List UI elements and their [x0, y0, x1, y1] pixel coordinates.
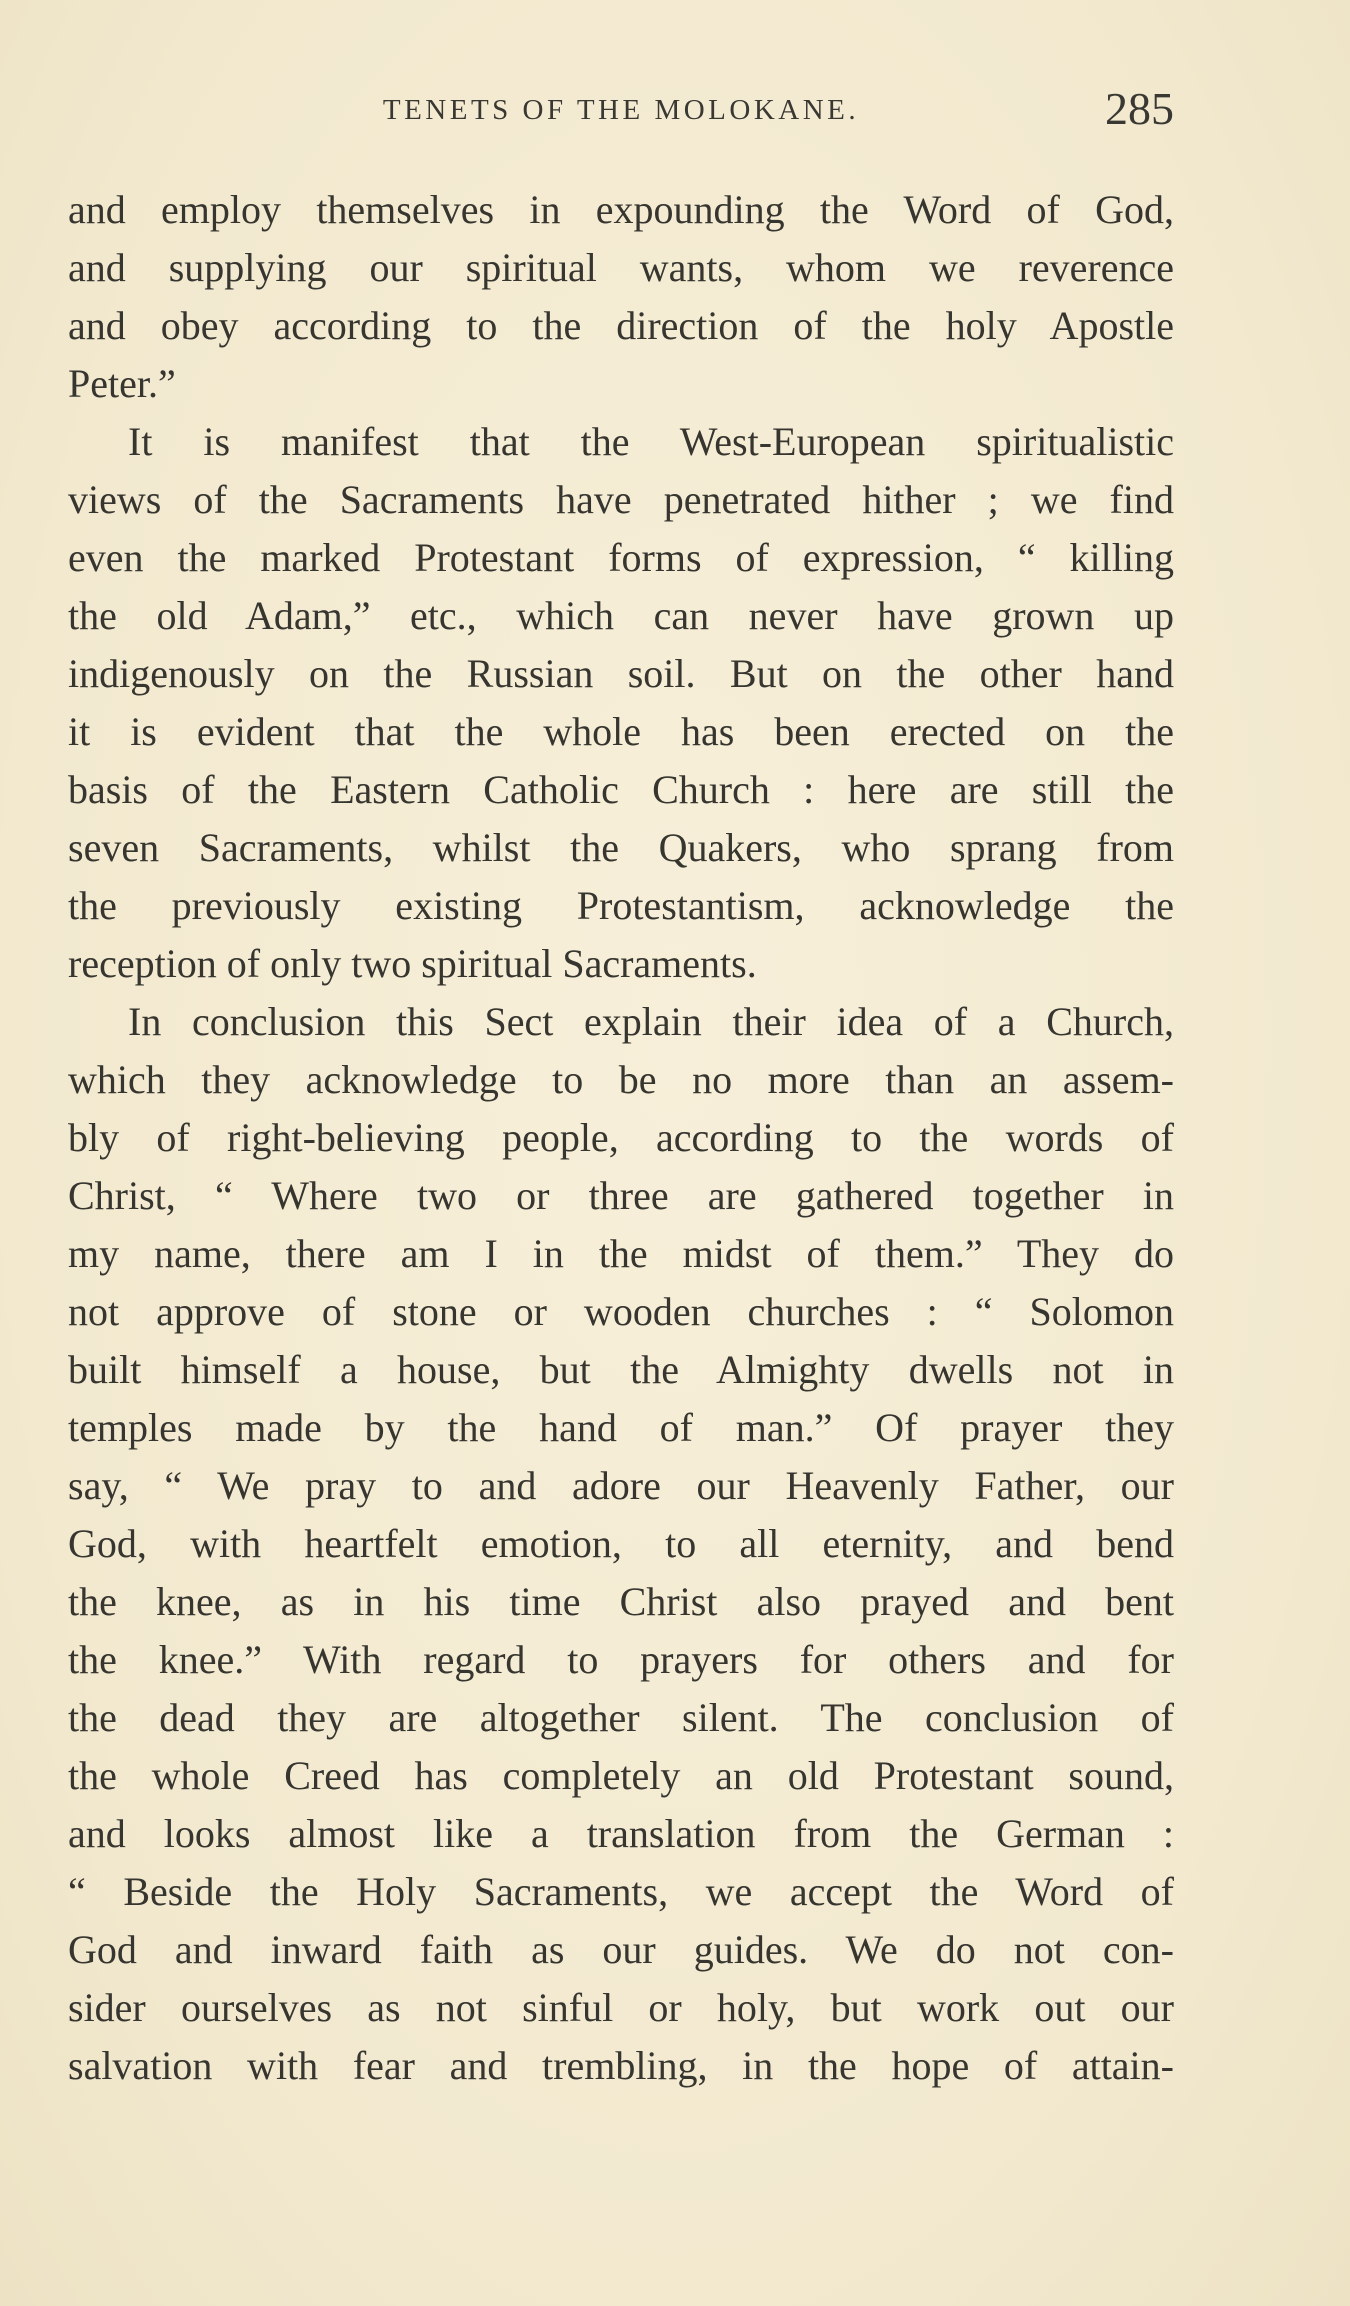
text-line: seven Sacraments, whilst the Quakers, who sprang from — [68, 825, 1174, 870]
running-head — [68, 82, 1174, 142]
text-line: views of the Sacraments have penetrated hither ; we find — [68, 477, 1174, 522]
text-line: “ Beside the Holy Sacraments, we accept the Word of — [68, 1869, 1174, 1914]
text-line: salvation with fear and trembling, in the hope of attain- — [68, 2043, 1174, 2088]
text-line: indigenously on the Russian soil. But on the other hand — [68, 651, 1174, 696]
text-line: the dead they are altogether silent. The conclusion of — [68, 1695, 1174, 1740]
text-line: and looks almost like a translation from the German : — [68, 1811, 1174, 1856]
text-line: it is evident that the whole has been erected on the — [68, 709, 1174, 754]
text-line: God and inward faith as our guides. We do not con- — [68, 1927, 1174, 1972]
text-line: bly of right-believing people, according to the words of — [68, 1115, 1174, 1160]
text-line: even the marked Protestant forms of expression, “ killing — [68, 535, 1174, 580]
text-line: my name, there am I in the midst of them.” They do — [68, 1231, 1174, 1276]
text-line: the old Adam,” etc., which can never have grown up — [68, 593, 1174, 638]
text-line: Christ, “ Where two or three are gathered together in — [68, 1173, 1174, 1218]
text-line: reception of only two spiritual Sacraments. — [68, 941, 757, 986]
text-line: Peter.” — [68, 361, 176, 406]
text-line: and employ themselves in expounding the Word of God, — [68, 187, 1174, 232]
text-line: which they acknowledge to be no more than an assem- — [68, 1057, 1174, 1102]
text-line: the whole Creed has completely an old Protestant sound, — [68, 1753, 1174, 1798]
page-number: 285 — [1105, 83, 1174, 134]
text-line: the knee.” With regard to prayers for others and for — [68, 1637, 1174, 1682]
text-line: basis of the Eastern Catholic Church : here are still the — [68, 767, 1174, 812]
text-line: temples made by the hand of man.” Of prayer they — [68, 1405, 1174, 1450]
text-line: not approve of stone or wooden churches : “ Solomon — [68, 1289, 1174, 1334]
body-text — [68, 181, 1174, 2095]
text-line: the previously existing Protestantism, acknowledge the — [68, 883, 1174, 928]
text-line: the knee, as in his time Christ also prayed and bent — [68, 1579, 1174, 1624]
paragraph-start-line: In conclusion this Sect explain their idea of a Church, — [128, 999, 1174, 1044]
running-head-title: TENETS OF THE MOLOKANE. — [382, 94, 860, 126]
text-line: God, with heartfelt emotion, to all eternity, and bend — [68, 1521, 1174, 1566]
text-line: sider ourselves as not sinful or holy, but work out our — [68, 1985, 1174, 2030]
paragraph-start-line: It is manifest that the West-European spiritualistic — [128, 419, 1174, 464]
text-line: and obey according to the direction of the holy Apostle — [68, 303, 1174, 348]
text-line: and supplying our spiritual wants, whom we reverence — [68, 245, 1174, 290]
text-line: built himself a house, but the Almighty dwells not in — [68, 1347, 1174, 1392]
text-line: say, “ We pray to and adore our Heavenly Father, our — [68, 1463, 1174, 1508]
